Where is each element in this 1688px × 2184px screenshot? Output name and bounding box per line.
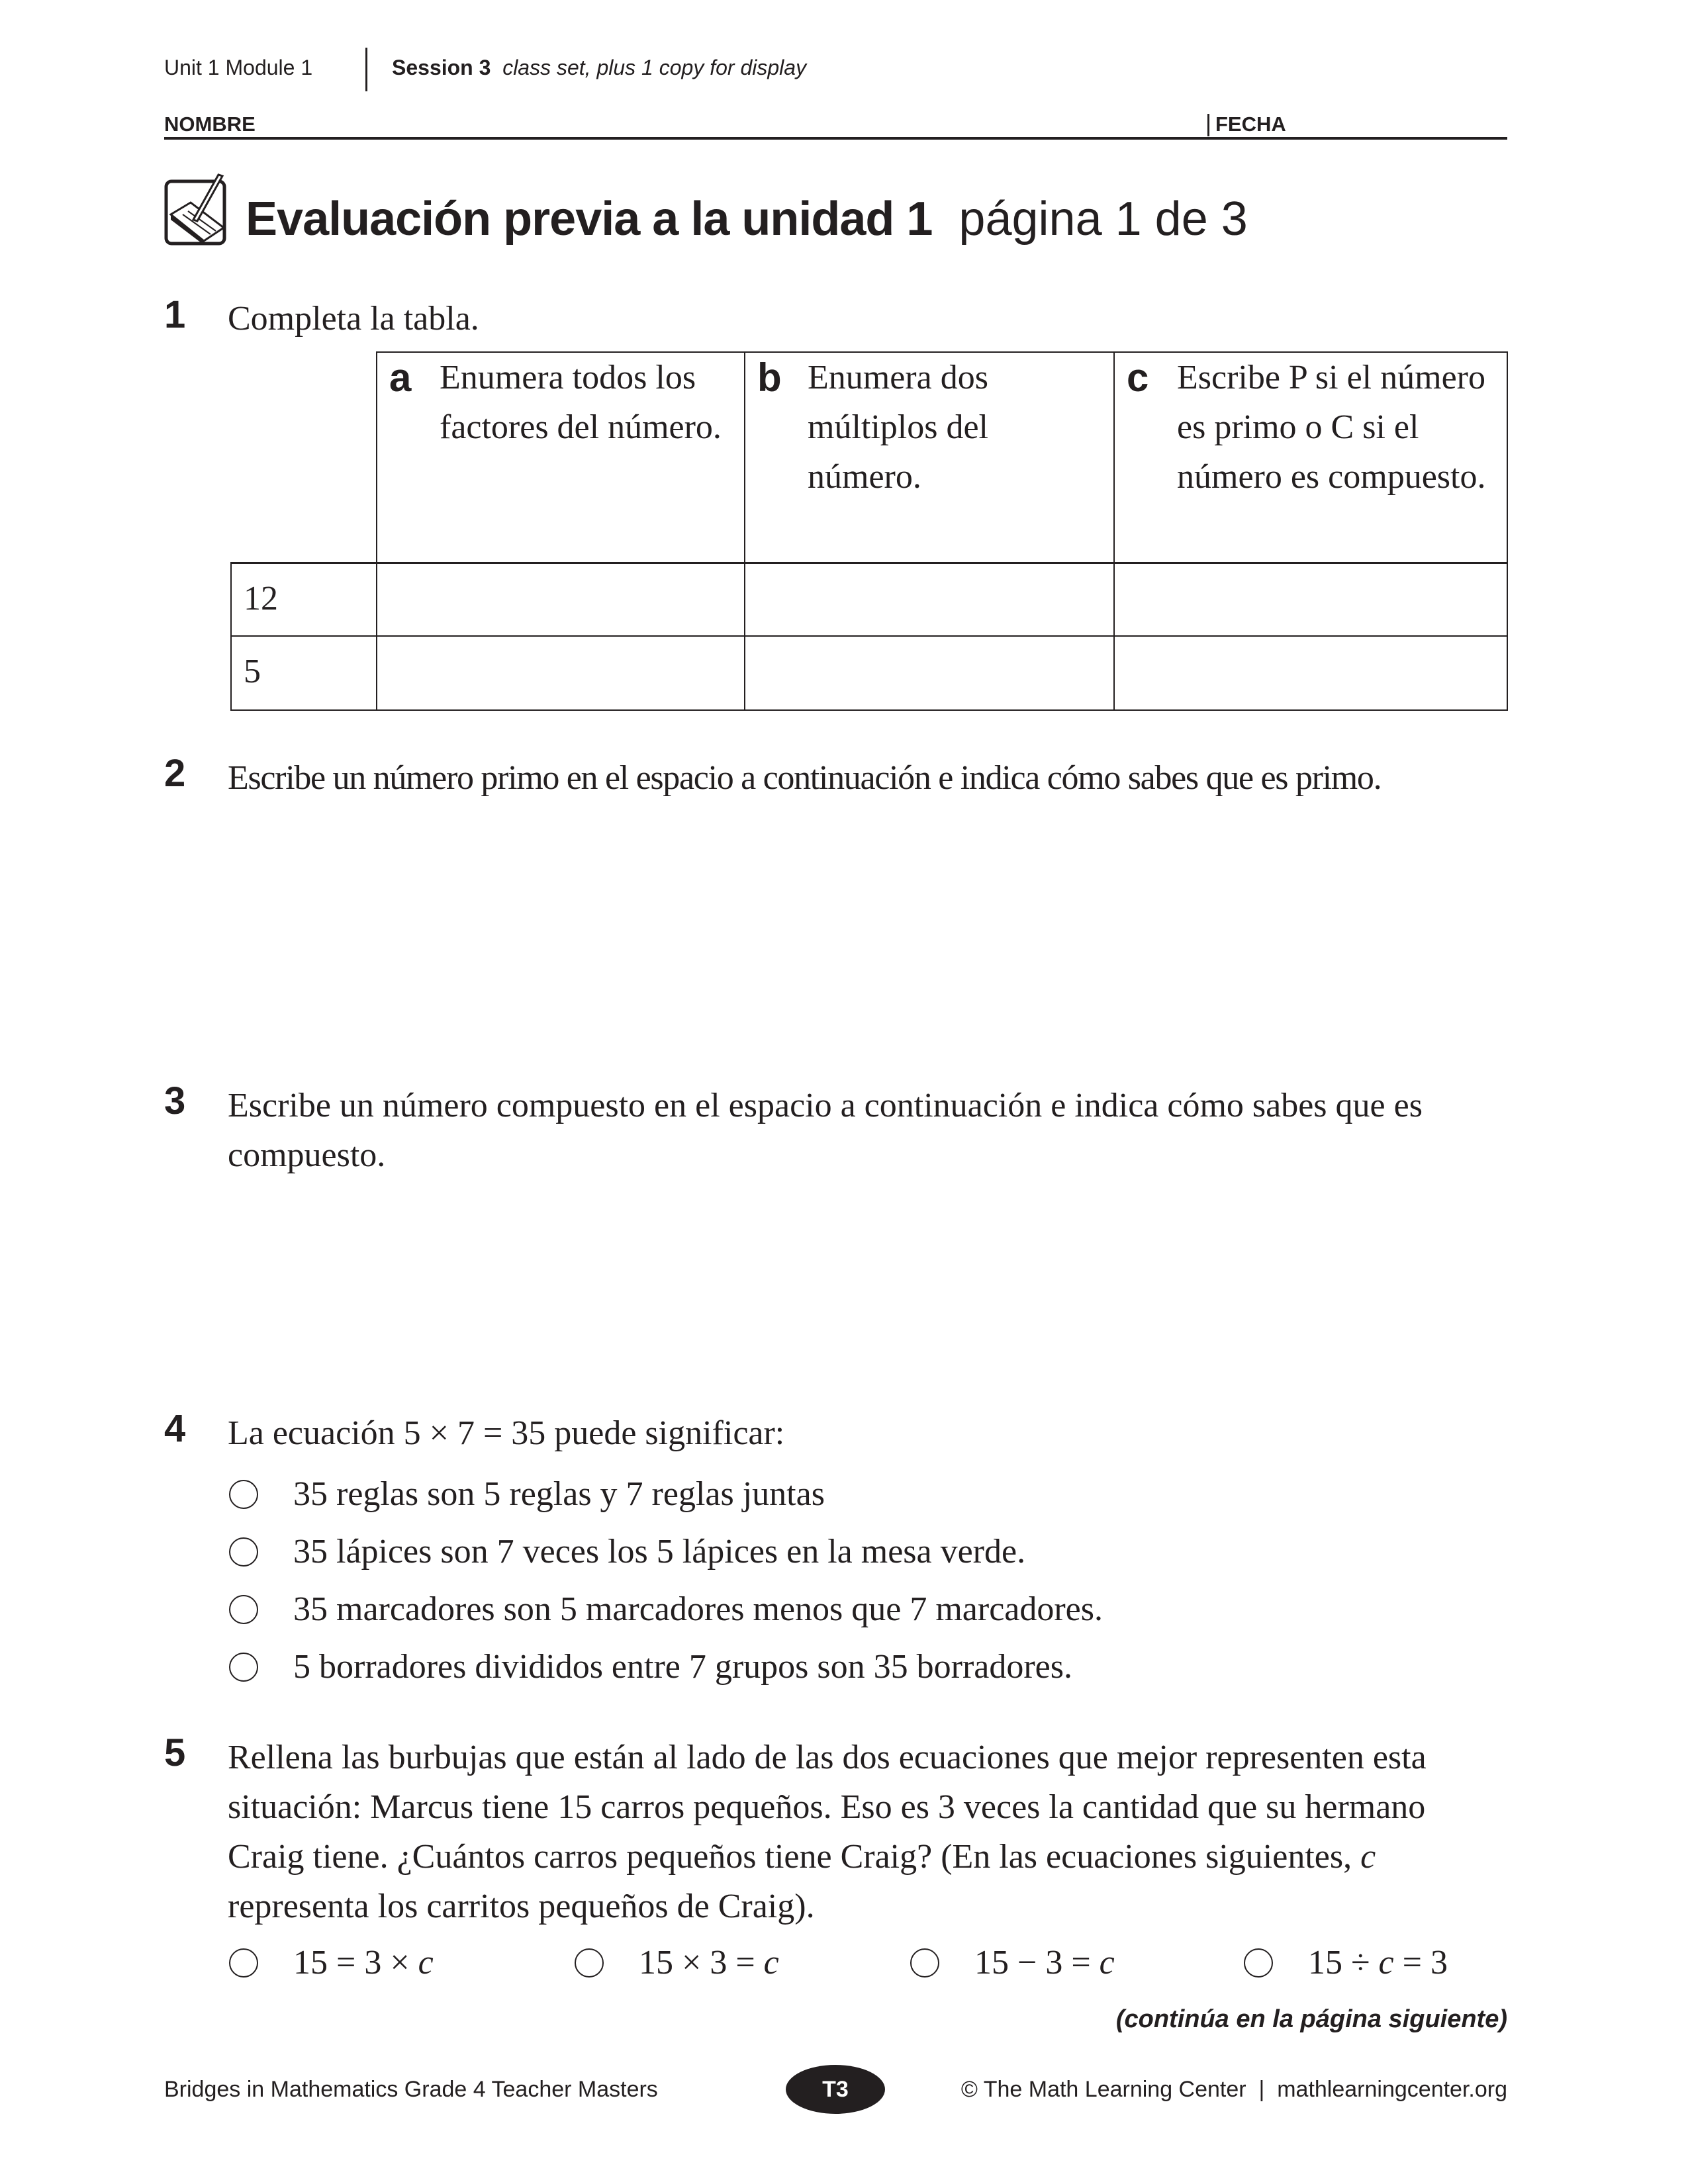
option-label: 5 borradores divididos entre 7 grupos son 35 borradores. [293,1648,1072,1686]
unit-module-label: Unit 1 Module 1 [164,56,313,79]
q1-table [230,351,1508,711]
prompt-text: representa los carritos pequeños de Craig). [228,1888,815,1925]
column-letter: a [389,355,412,400]
session-info [392,56,806,80]
option-row[interactable] [229,1934,434,1991]
table-row [231,636,1507,710]
option-row[interactable] [1244,1934,1448,1991]
option-label [974,1943,1115,1982]
question-5-prompt [228,1733,1499,1931]
question-number-3: 3 [164,1079,186,1122]
option-label: 35 lápices son 7 veces los 5 lápices en la mesa verde. [293,1533,1026,1570]
option-row[interactable] [575,1934,779,1991]
variable: c [1378,1944,1394,1981]
option-row[interactable] [229,1638,1103,1696]
question-number-5: 5 [164,1731,186,1774]
column-text: Escribe P si el número es primo o C si el número es compuesto. [1177,359,1486,496]
column-header-a [377,352,745,563]
answer-cell[interactable] [745,636,1114,710]
footer-publication: Bridges in Mathematics Grade 4 Teacher Masters [164,2077,658,2102]
row-number: 5 [231,636,377,710]
variable: c [763,1944,779,1981]
date-label: FECHA [1215,113,1286,136]
question-2-prompt: Escribe un número primo en el espacio a continuación e indica cómo sabes que es primo. [228,759,1382,797]
column-letter: c [1127,355,1149,400]
radio-bubble[interactable] [229,1595,258,1624]
option-label [293,1943,434,1982]
equation-part: 15 − 3 = [974,1944,1100,1981]
row-number: 12 [231,563,377,636]
radio-bubble[interactable] [1244,1948,1273,1978]
date-divider [1207,114,1209,136]
q4-options [229,1465,1103,1696]
answer-cell[interactable] [1114,563,1507,636]
equation-part: = 3 [1393,1944,1448,1981]
option-label: 35 marcadores son 5 marcadores menos que 7 marcadores. [293,1590,1103,1628]
column-header-c [1114,352,1507,563]
column-text: Enumera dos múltiplos del número. [808,359,988,496]
answer-cell[interactable] [745,563,1114,636]
equation-part: 15 ÷ [1308,1944,1379,1981]
column-header-b [745,352,1114,563]
radio-bubble[interactable] [229,1653,258,1682]
answer-cell[interactable] [377,636,745,710]
prompt-text: Rellena las burbujas que están al lado de las dos ecuaciones que mejor representen esta situación: Marcus tiene 15 carros pequeños. Eso es 3 veces la cantidad que su hermano Craig tiene. ¿Cuántos carros pequeños tiene Craig? (En las ecuaciones siguientes, [228,1739,1427,1876]
question-4-prompt: La ecuación 5 × 7 = 35 puede significar: [228,1414,785,1452]
radio-bubble[interactable] [229,1480,258,1509]
answer-cell[interactable] [1114,636,1507,710]
variable: c [418,1944,434,1981]
option-row[interactable] [229,1465,1103,1523]
option-row[interactable] [229,1580,1103,1638]
page-number-badge: T3 [786,2065,885,2114]
variable: c [1099,1944,1115,1981]
continue-note: (continúa en la página siguiente) [1115,2005,1507,2033]
session-label: Session 3 [392,56,491,79]
option-row[interactable] [229,1523,1103,1580]
radio-bubble[interactable] [229,1537,258,1567]
option-label [1308,1943,1448,1982]
name-date-line [164,137,1507,140]
option-label: 35 reglas son 5 reglas y 7 reglas juntas [293,1475,825,1513]
name-label: NOMBRE [164,113,256,136]
page-title [246,192,1248,246]
question-1-prompt: Completa la tabla. [228,300,479,338]
radio-bubble[interactable] [575,1948,604,1978]
variable: c [1360,1838,1376,1876]
question-number-4: 4 [164,1407,186,1450]
notepad-pencil-icon [164,173,230,246]
question-number-1: 1 [164,293,186,336]
radio-bubble[interactable] [910,1948,939,1978]
header-divider [365,48,367,91]
footer-copyright: © The Math Learning Center | mathlearningcenter.org [961,2077,1507,2102]
q5-options [229,1934,1520,1991]
answer-cell[interactable] [377,563,745,636]
option-row[interactable] [910,1934,1115,1991]
equation-part: 15 = 3 × [293,1944,418,1981]
column-letter: b [757,355,782,400]
question-3-prompt: Escribe un número compuesto en el espacio a continuación e indica cómo sabes que es compuesto. [228,1087,1423,1174]
table-corner [231,352,377,563]
session-note: class set, plus 1 copy for display [502,56,807,79]
equation-part: 15 × 3 = [639,1944,764,1981]
radio-bubble[interactable] [229,1948,258,1978]
option-label [639,1943,779,1982]
title-page: página 1 de 3 [959,193,1248,246]
question-number-2: 2 [164,752,186,795]
column-text: Enumera todos los factores del número. [440,359,722,446]
table-row [231,563,1507,636]
title-main: Evaluación previa a la unidad 1 [246,193,933,246]
